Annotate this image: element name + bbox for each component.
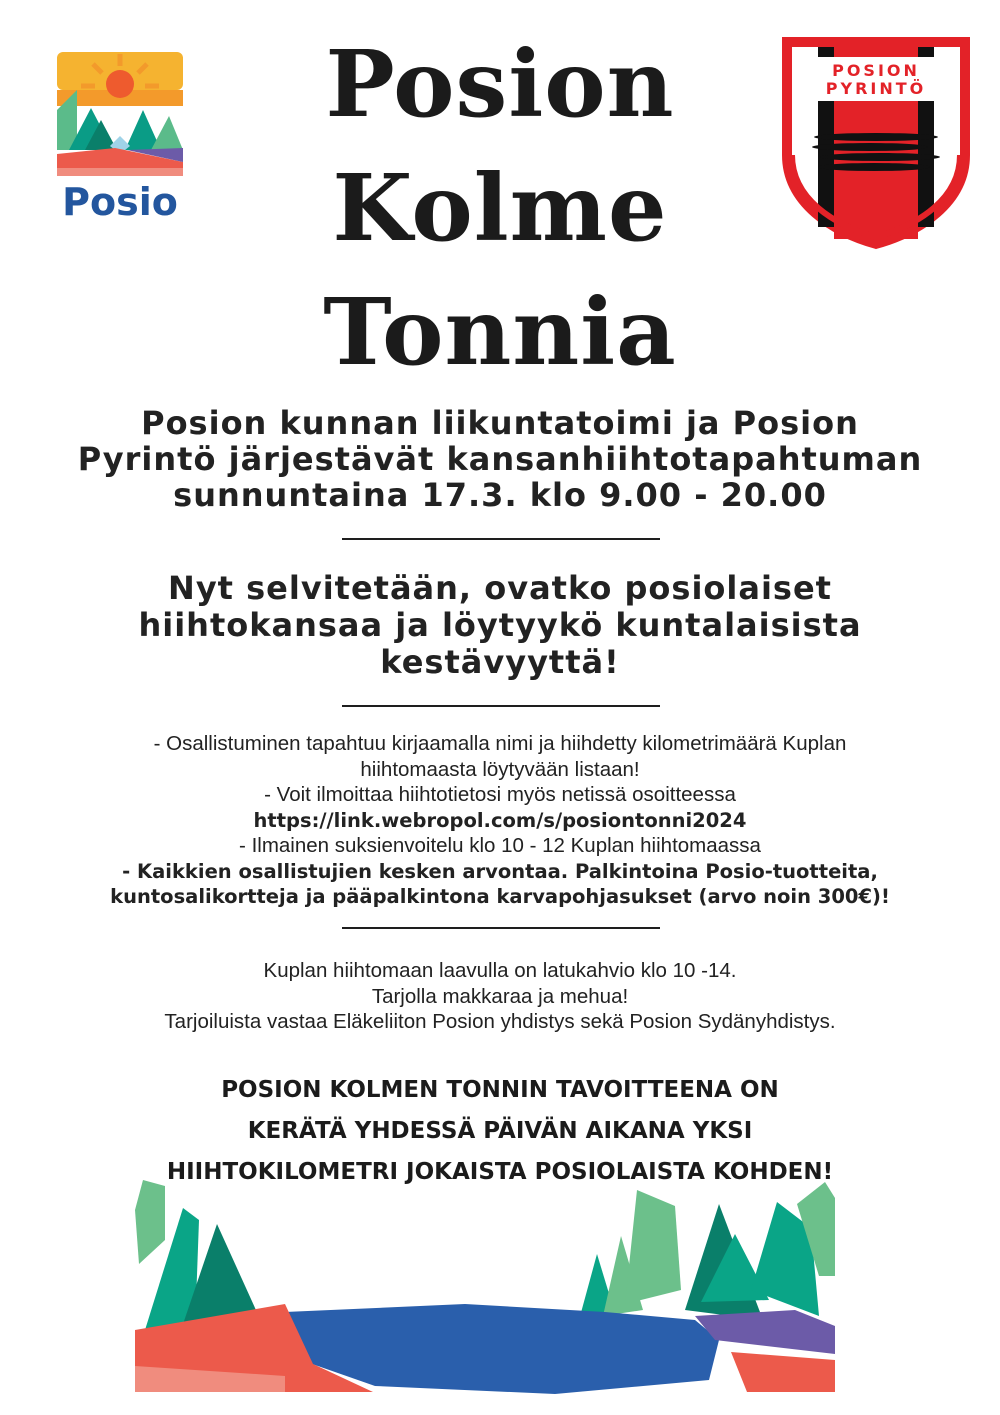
details-line-5: - Ilmainen suksienvoitelu klo 10 - 12 Kuplan hiihtomaassa (239, 834, 761, 857)
divider (342, 538, 660, 540)
landscape-decoration (135, 1180, 835, 1400)
landscape-illustration-icon (135, 1180, 835, 1400)
participation-details (0, 731, 1000, 910)
event-intro (0, 405, 1000, 513)
intro-line-1: Posion kunnan liikuntatoimi ja Posion (141, 404, 859, 442)
question-line-3: kestävyyttä! (380, 643, 620, 681)
details-line-2: hiihtomaasta löytyvään listaan! (360, 757, 640, 781)
title-line-1: Posion (325, 30, 675, 138)
registration-link[interactable]: https://link.webropol.com/s/posiontonni2024 (253, 808, 747, 832)
question-line-1: Nyt selvitetään, ovatko posiolaiset (168, 569, 832, 607)
intro-line-3: sunnuntaina 17.3. klo 9.00 - 20.00 (173, 476, 827, 514)
club-name-line1: POSION (832, 61, 920, 80)
page-title (0, 22, 1000, 394)
title-line-3: Tonnia (323, 278, 677, 386)
posio-wordmark: Posio (62, 180, 178, 224)
event-goal (0, 1070, 1000, 1193)
details-line-3: - Voit ilmoittaa hiihtotietosi myös netissä osoitteessa (264, 783, 736, 806)
title-line-2: Kolme (332, 154, 668, 262)
club-name-line2: PYRINTÖ (825, 79, 927, 98)
cafe-line-3: Tarjoiluista vastaa Eläkeliiton Posion yhdistys sekä Posion Sydänyhdistys. (164, 1010, 836, 1033)
divider (342, 927, 660, 929)
divider (342, 705, 660, 707)
details-line-1: - Osallistuminen tapahtuu kirjaamalla nimi ja hiihdetty kilometrimäärä Kuplan (153, 732, 847, 755)
goal-line-2: KERÄTÄ YHDESSÄ PÄIVÄN AIKANA YKSI (247, 1118, 753, 1144)
cafe-info (0, 958, 1000, 1035)
prize-line-1: - Kaikkien osallistujien kesken arvontaa. Palkintoina Posio-tuotteita, (122, 859, 878, 883)
cafe-line-2: Tarjolla makkaraa ja mehua! (371, 984, 629, 1008)
intro-line-2: Pyrintö järjestävät kansanhiihtotapahtuman (77, 440, 923, 478)
event-question (0, 570, 1000, 681)
prize-line-2: kuntosalikortteja ja pääpalkintona karvapohjasukset (arvo noin 300€)! (110, 885, 890, 908)
goal-line-1: POSION KOLMEN TONNIN TAVOITTEENA ON (221, 1077, 779, 1103)
question-line-2: hiihtokansaa ja löytyykö kuntalaisista (138, 606, 862, 644)
cafe-line-1: Kuplan hiihtomaan laavulla on latukahvio klo 10 -14. (263, 959, 737, 982)
goal-line-3: HIIHTOKILOMETRI JOKAISTA POSIOLAISTA KOHDEN! (166, 1159, 834, 1185)
